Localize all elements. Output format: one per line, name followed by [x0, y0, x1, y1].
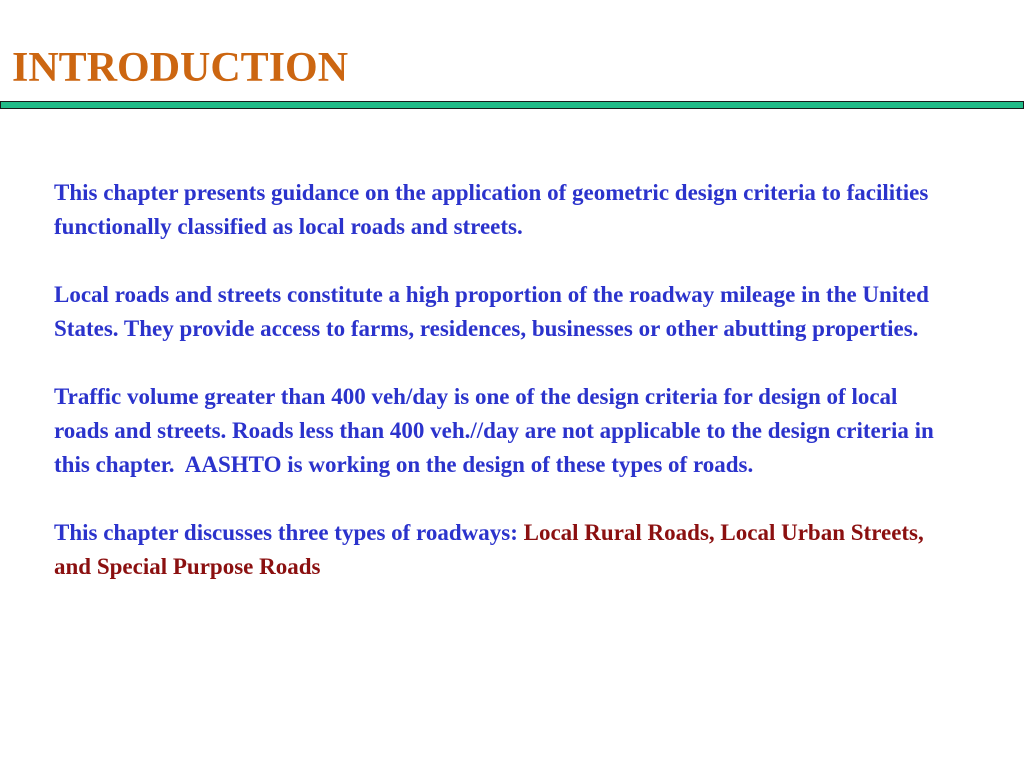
paragraph-roadway-types [54, 516, 954, 584]
paragraph-local-roads [54, 278, 954, 346]
paragraph-traffic-volume-text: Traffic volume greater than 400 veh/day is one of the design criteria for design of local roads and streets. Roads less than 400 veh.//day are not applicable to the design criteria in this chapter. AASHTO is working on the design of these types of roads. [54, 384, 940, 477]
paragraph-traffic-volume [54, 380, 954, 482]
paragraph-intro-text: This chapter presents guidance on the application of geometric design criteria to facilities functionally classified as local roads and streets. [54, 180, 935, 239]
paragraph-local-roads-text: Local roads and streets constitute a high proportion of the roadway mileage in the United States. They provide access to farms, residences, businesses or other abutting properties. [54, 282, 935, 341]
paragraph-roadway-types-text: This chapter discusses three types of roadways: [54, 520, 524, 545]
title-divider [0, 101, 1024, 109]
slide-title: INTRODUCTION [12, 45, 349, 91]
roadway-types-highlight: Local Rural Roads, Local Urban Streets, and Special Purpose Roads [54, 520, 930, 579]
slide-body [54, 176, 954, 584]
paragraph-intro [54, 176, 954, 244]
